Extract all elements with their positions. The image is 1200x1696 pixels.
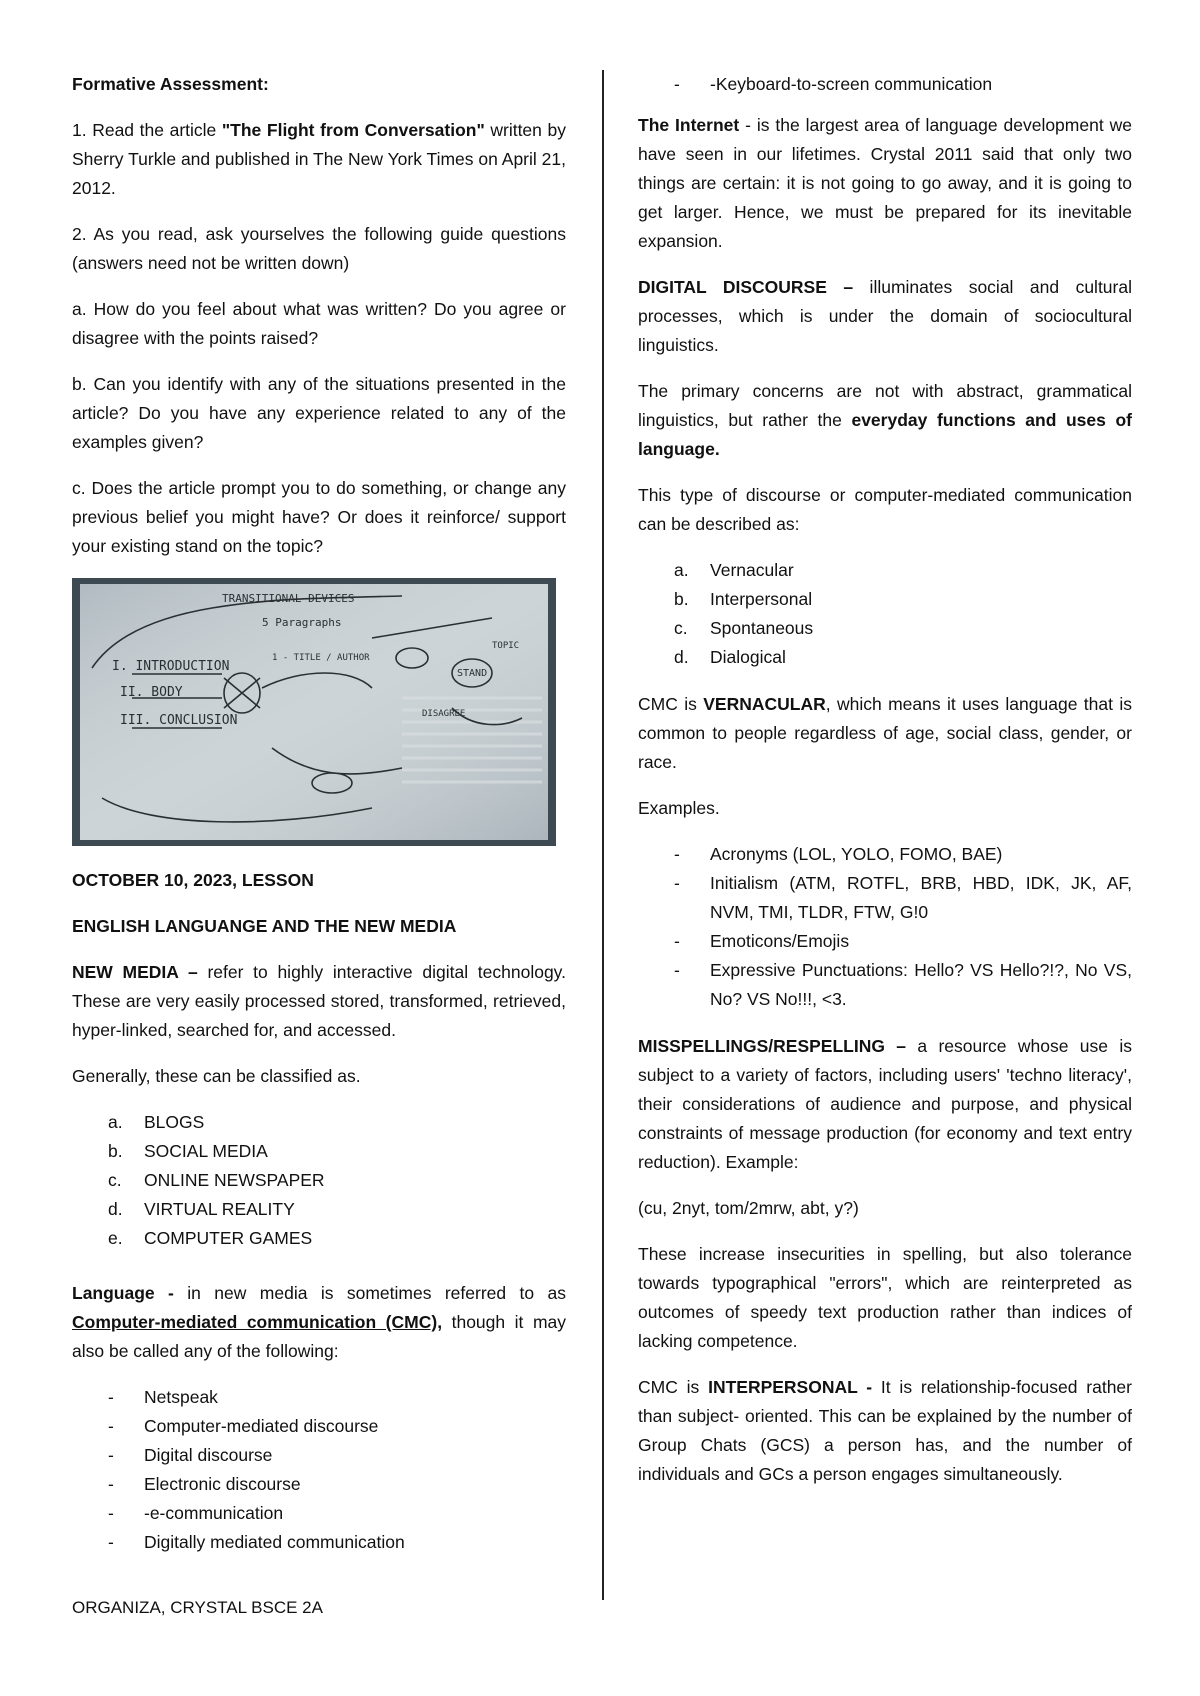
list-item: - Digital discourse xyxy=(108,1445,273,1465)
photo-label-paragraphs: 5 Paragraphs xyxy=(262,616,342,629)
photo-label-conclusion: III. CONCLUSION xyxy=(120,713,238,728)
internet-paragraph: The Internet - is the largest area of language development we have seen in our lifetimes. Crystal 2011 said that only two things are certain: it is not going to go away, and it is going to get larger. Hence, we must be prepared for its inevitable expansion. xyxy=(638,115,1132,251)
primary-concerns-paragraph: The primary concerns are not with abstract, grammatical linguistics, but rather the everyday functions and uses of language. xyxy=(638,381,1132,459)
classified-intro: Generally, these can be classified as. xyxy=(72,1066,361,1086)
photo-label-topic: TOPIC xyxy=(492,641,520,651)
language-paragraph: Language - in new media is sometimes referred to as Computer-mediated communication (CMC), though it may also be called any of the following: xyxy=(72,1283,566,1361)
photo-label-stand: STAND xyxy=(457,668,488,679)
list-item: c. Spontaneous xyxy=(674,618,814,638)
digital-discourse-paragraph: DIGITAL DISCOURSE – illuminates social and cultural processes, which is under the domain of sociocultural linguistics. xyxy=(638,277,1132,355)
examples-list xyxy=(638,840,1132,1014)
misspellings-example: (cu, 2nyt, tom/2mrw, abt, y?) xyxy=(638,1198,859,1218)
column-divider xyxy=(602,70,604,1600)
cmc-names-list xyxy=(72,1383,566,1557)
descriptions-list xyxy=(638,556,1132,672)
described-paragraph: This type of discourse or computer-mediated communication can be described as: xyxy=(638,485,1132,534)
left-column xyxy=(72,70,566,1575)
list-item: - Emoticons/Emojis xyxy=(674,931,850,951)
lesson-title: ENGLISH LANGUANGE AND THE NEW MEDIA xyxy=(72,916,457,936)
list-item: b. SOCIAL MEDIA xyxy=(108,1141,268,1161)
cmc-names-list-continued xyxy=(638,70,1132,99)
question-2: 2. As you read, ask yourselves the following guide questions (answers need not be written down) xyxy=(72,224,566,273)
footer-author: ORGANIZA, CRYSTAL BSCE 2A xyxy=(72,1598,323,1617)
interpersonal-paragraph: CMC is INTERPERSONAL - It is relationship-focused rather than subject- oriented. This can be explained by the number of Group Chats (GCS) a person has, and the number of individuals and GCs a person engages simultaneously. xyxy=(638,1377,1132,1484)
list-item: - -e-communication xyxy=(108,1503,284,1523)
list-item: a. BLOGS xyxy=(108,1112,205,1132)
list-item: - Expressive Punctuations: Hello? VS Hello?!?, No VS, No? VS No!!!, <3. xyxy=(674,960,1132,1009)
new-media-paragraph: NEW MEDIA – refer to highly interactive digital technology. These are very easily processed stored, transformed, retrieved, hyper-linked, searched for, and accessed. xyxy=(72,962,566,1040)
list-item: c. ONLINE NEWSPAPER xyxy=(108,1170,325,1190)
whiteboard-photo xyxy=(72,578,556,846)
misspellings-paragraph: MISSPELLINGS/RESPELLING – a resource whose use is subject to a variety of factors, including users' 'techno literacy', their considerations of audience and purpose, and physical constraints of message production (for economy and text entry reduction). Example: xyxy=(638,1036,1132,1172)
right-column xyxy=(638,70,1132,1506)
question-b: b. Can you identify with any of the situations presented in the article? Do you have any experience related to any of the examples given? xyxy=(72,374,566,452)
list-item: a. Vernacular xyxy=(674,560,794,580)
examples-label: Examples. xyxy=(638,798,720,818)
photo-label-title-author: 1 - TITLE / AUTHOR xyxy=(272,653,370,663)
list-item: - Computer-mediated discourse xyxy=(108,1416,379,1436)
question-c: c. Does the article prompt you to do something, or change any previous belief you might have? Or does it reinforce/ support your existing stand on the topic? xyxy=(72,478,566,556)
list-item: e. COMPUTER GAMES xyxy=(108,1228,313,1248)
lesson-date: OCTOBER 10, 2023, LESSON xyxy=(72,870,314,890)
photo-label-transitional: TRANSITIONAL DEVICES xyxy=(222,592,355,605)
question-1: 1. Read the article "The Flight from Conversation" written by Sherry Turkle and published in The New York Times on April 21, 2012. xyxy=(72,120,566,198)
photo-label-disagree: DISAGREE xyxy=(422,709,466,719)
list-item: b. Interpersonal xyxy=(674,589,813,609)
list-item: - Digitally mediated communication xyxy=(108,1532,405,1552)
list-item: - Netspeak xyxy=(108,1387,218,1407)
list-item: - Electronic discourse xyxy=(108,1474,301,1494)
list-item: d. Dialogical xyxy=(674,647,786,667)
list-item: - Acronyms (LOL, YOLO, FOMO, BAE) xyxy=(674,844,1003,864)
list-item: - -Keyboard-to-screen communication xyxy=(674,74,993,94)
list-item: - Initialism (ATM, ROTFL, BRB, HBD, IDK, JK, AF, NVM, TMI, TLDR, FTW, G!0 xyxy=(674,873,1132,922)
question-a: a. How do you feel about what was written? Do you agree or disagree with the points raised? xyxy=(72,299,566,348)
photo-label-intro: I. INTRODUCTION xyxy=(112,659,230,674)
formative-heading: Formative Assessment: xyxy=(72,74,269,94)
photo-label-body: II. BODY xyxy=(120,685,183,700)
media-classes-list xyxy=(72,1108,566,1253)
vernacular-paragraph: CMC is VERNACULAR, which means it uses language that is common to people regardless of age, social class, gender, or race. xyxy=(638,694,1132,772)
insecurities-paragraph: These increase insecurities in spelling, but also tolerance towards typographical "errors", which are reinterpreted as outcomes of speedy text production rather than indices of lacking competence. xyxy=(638,1244,1132,1351)
list-item: d. VIRTUAL REALITY xyxy=(108,1199,295,1219)
